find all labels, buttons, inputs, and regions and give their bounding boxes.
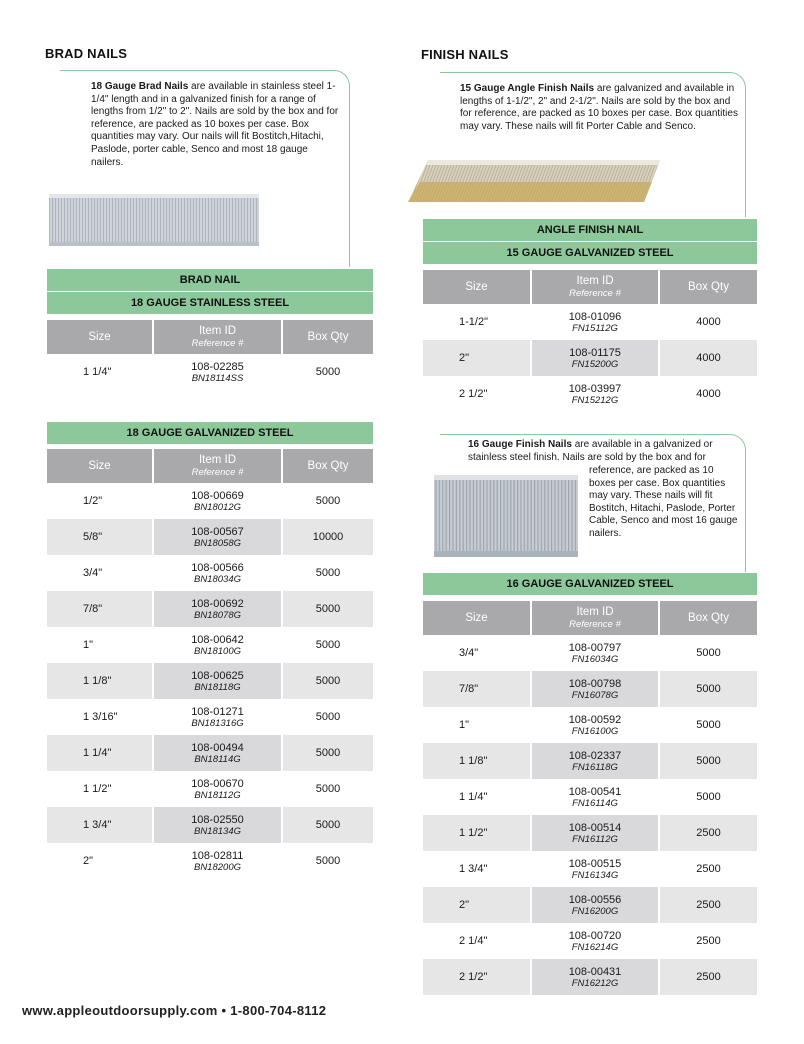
table-row [423,743,757,779]
angle-nail-strip-image [408,158,660,206]
table-row [47,483,373,519]
brad-description-bold: 18 Gauge Brad Nails [91,81,189,92]
box-qty-header: Box Qty [283,449,373,483]
item-id-label: Item ID [576,275,614,287]
item-id: 108-01271 [191,705,244,718]
size-cell: 1 1/4" [423,779,532,815]
angle-finish-band: ANGLE FINISH NAIL [423,218,757,241]
box-qty-cell: 5000 [315,495,341,507]
table-row [47,735,373,771]
size-cell: 7/8" [47,591,154,627]
brad-galvanized-table [47,449,373,879]
size-cell: 1 1/8" [47,663,154,699]
reference-number: FN16212G [571,977,619,989]
g16-description-bold: 16 Gauge Finish Nails [468,439,572,450]
item-id: 108-02285 [191,360,244,373]
item-id: 108-00494 [191,741,244,754]
size-cell: 1 1/2" [423,815,532,851]
reference-label: Reference # [569,288,621,299]
table-row [423,707,757,743]
box-qty-cell: 2500 [660,815,757,851]
reference-number: BN18100G [193,645,241,657]
item-id: 108-00566 [191,561,244,574]
size-header: Size [47,320,154,354]
item-id-cell [532,923,660,959]
box-qty-cell: 5000 [315,855,341,867]
item-id: 108-00515 [568,857,622,870]
item-id-cell [154,699,283,735]
item-id-cell [154,771,283,807]
size-cell: 2" [47,843,154,879]
table-row [47,354,373,390]
box-qty-cell: 5000 [696,791,721,803]
box-qty-cell: 2500 [696,863,721,875]
box-qty-header: Box Qty [283,320,373,354]
item-id: 108-00592 [568,713,622,726]
item-id: 108-00642 [191,633,244,646]
size-cell: 1 1/2" [47,771,154,807]
box-qty-cell: 5000 [696,719,721,731]
box-qty-cell: 4000 [660,340,757,376]
item-id-cell [532,376,660,412]
reference-number: FN15212G [571,394,619,406]
item-id: 108-00670 [191,777,244,790]
size-cell: 1 3/4" [47,807,154,843]
brad-galvanized-band: 18 GAUGE GALVANIZED STEEL [47,421,373,444]
size-cell: 2" [423,340,532,376]
table-row [47,807,373,843]
reference-number: FN16200G [571,905,619,917]
table-row [423,635,757,671]
reference-number: FN16034G [571,653,619,665]
table-row [47,843,373,879]
table-row [47,519,373,555]
box-qty-cell: 5000 [283,807,373,843]
table-row [423,340,757,376]
g16-description-line2: stainless steel finish. Nails are sold by the box and for [468,451,706,463]
reference-number: BN18200G [193,861,241,873]
table-row [423,887,757,923]
item-id-header [532,601,660,635]
reference-number: BN18118G [194,681,241,693]
box-qty-cell: 5000 [660,671,757,707]
size-cell: 5/8" [47,519,154,555]
box-qty-cell: 5000 [283,663,373,699]
box-qty-cell: 4000 [696,388,721,400]
table-row [47,699,373,735]
item-id: 108-00541 [568,785,622,798]
item-id-cell [532,304,660,340]
size-cell: 1 1/4" [47,735,154,771]
size-cell: 2 1/4" [423,923,532,959]
size-cell: 1/2" [47,483,154,519]
reference-number: BN18078G [193,609,241,621]
reference-number: BN18012G [193,501,241,513]
box-qty-cell: 5000 [696,647,721,659]
size-cell: 3/4" [423,635,532,671]
brad-stainless-table [47,320,373,390]
table-row [423,851,757,887]
item-id: 108-01096 [568,310,622,323]
item-id-cell [154,555,283,591]
size-cell: 2" [423,887,532,923]
item-id: 108-02811 [191,849,244,862]
reference-number: BN18134G [193,825,241,837]
item-id-label: Item ID [198,454,237,466]
item-id-cell [532,743,660,779]
item-id-cell [532,707,660,743]
item-id: 108-02550 [191,813,244,826]
reference-number: FN16078G [571,689,619,701]
angle-description-text: are galvanized and available in lengths of 1-1/2", 2" and 2-1/2". Nails are sold by the box and for reference, are packed as 10 boxes per case. Box quantities may vary. These nails will fit Porter Cable and Senco. [460,83,738,132]
angle-finish-table [423,270,757,412]
item-id-cell [154,591,283,627]
table-row [47,555,373,591]
item-id-cell [532,959,660,995]
angle-description [460,83,740,133]
size-cell: 1 1/4" [47,354,154,390]
table-row [423,779,757,815]
size-cell: 1 3/4" [423,851,532,887]
item-id-cell [532,671,660,707]
item-id-header [532,270,660,304]
reference-number: FN15200G [571,358,619,370]
item-id-header [154,449,283,483]
box-qty-cell: 5000 [315,711,341,723]
item-id-cell [154,627,283,663]
item-id: 108-00692 [191,597,244,610]
size-cell: 1" [47,627,154,663]
box-qty-cell: 2500 [660,959,757,995]
reference-number: FN16214G [571,941,619,953]
table-row [423,376,757,412]
item-id: 108-00797 [568,641,622,654]
angle-description-bold: 15 Gauge Angle Finish Nails [460,83,595,94]
reference-number: BN18114SS [191,372,244,384]
size-header: Size [423,270,532,304]
item-id: 108-00514 [568,821,622,834]
reference-number: BN18058G [193,537,241,549]
size-cell: 1" [423,707,532,743]
reference-number: BN18112G [194,789,241,801]
item-id-cell [532,340,660,376]
g16-galvanized-band: 16 GAUGE GALVANIZED STEEL [423,572,757,595]
box-qty-cell: 10000 [283,519,373,555]
item-id-cell [154,735,283,771]
size-cell: 1-1/2" [423,304,532,340]
size-cell: 2 1/2" [423,376,532,412]
box-qty-cell: 5000 [283,591,373,627]
box-qty-cell: 5000 [315,783,341,795]
footer-contact: www.appleoutdoorsupply.com • 1-800-704-8112 [22,1003,327,1018]
reference-label: Reference # [191,338,244,349]
item-id-cell [532,887,660,923]
reference-number: FN16114G [572,797,618,809]
table-row [423,815,757,851]
reference-number: BN18034G [193,573,241,585]
box-qty-cell: 5000 [283,735,373,771]
item-id-cell [532,635,660,671]
box-qty-cell: 5000 [660,743,757,779]
reference-number: FN16100G [571,725,619,737]
item-id-cell [532,851,660,887]
item-id: 108-03997 [568,382,622,395]
size-cell: 2 1/2" [423,959,532,995]
table-row [423,959,757,995]
size-cell: 1 1/8" [423,743,532,779]
item-id-cell [154,519,283,555]
item-id: 108-00431 [568,965,622,978]
table-row [47,663,373,699]
item-id-label: Item ID [198,325,237,337]
g16-description-top [468,439,746,464]
brad-nail-strip-image [49,190,261,248]
item-id: 108-00669 [191,489,244,502]
reference-number: FN16134G [571,869,619,881]
table-row [47,771,373,807]
brad-nail-band: BRAD NAIL [47,268,373,291]
item-id-cell [532,779,660,815]
box-qty-cell: 2500 [696,935,721,947]
size-cell: 3/4" [47,555,154,591]
reference-number: FN16118G [572,761,618,773]
box-qty-header: Box Qty [660,270,757,304]
finish-nails-title: FINISH NAILS [421,47,509,62]
item-id-cell [154,663,283,699]
size-header: Size [47,449,154,483]
item-id: 108-00625 [191,669,244,682]
reference-number: FN16112G [572,833,618,845]
item-id-cell [154,483,283,519]
brad-nails-title: BRAD NAILS [45,46,128,61]
item-id: 108-00798 [568,677,622,690]
item-id-header [154,320,283,354]
box-qty-cell: 2500 [660,887,757,923]
box-qty-cell: 5000 [315,639,341,651]
g16-description-wrap: reference, are packed as 10 boxes per case. Box quantities may vary. These nails will fit Bostitch, Hitachi, Paslode, Porter Cable, Senco and most 16 gauge nailers. [589,465,738,539]
reference-number: FN15112G [572,322,618,334]
g16-description-line1: are available in a galvanized or [571,439,713,450]
item-id-cell [154,354,283,390]
reference-label: Reference # [569,619,621,630]
reference-label: Reference # [191,467,244,478]
angle-galvanized-band: 15 GAUGE GALVANIZED STEEL [423,241,757,264]
brad-description-text: are available in stainless steel 1-1/4" length and in a galvanized finish for a range of lengths from 1/2" to 2". Nails are sold by the box and for reference, are packed as 10 boxes per case. Box quantities may vary. Our nails will fit Bostitch,Hitachi, Paslode, porter cable, Senco and most 18 gauge nailers. [91,81,339,168]
table-row [47,591,373,627]
item-id: 108-02337 [568,749,622,762]
g16-finish-table [423,601,757,995]
table-row [423,671,757,707]
table-row [423,304,757,340]
item-id-cell [154,843,283,879]
size-header: Size [423,601,532,635]
item-id-label: Item ID [576,606,614,618]
item-id: 108-01175 [569,346,621,359]
item-id: 108-00567 [191,525,244,538]
size-cell: 7/8" [423,671,532,707]
item-id-cell [154,807,283,843]
brad-description [91,81,341,169]
box-qty-cell: 4000 [696,316,721,328]
table-row [423,923,757,959]
box-qty-cell: 5000 [315,567,341,579]
size-cell: 1 3/16" [47,699,154,735]
item-id: 108-00556 [568,893,622,906]
box-qty-cell: 5000 [315,366,341,378]
reference-number: BN18114G [194,753,241,765]
box-qty-header: Box Qty [660,601,757,635]
reference-number: BN181316G [191,717,244,729]
item-id: 108-00720 [568,929,622,942]
table-row [47,627,373,663]
g16-nail-strip-image [432,473,580,559]
item-id-cell [532,815,660,851]
brad-stainless-band: 18 GAUGE STAINLESS STEEL [47,291,373,314]
